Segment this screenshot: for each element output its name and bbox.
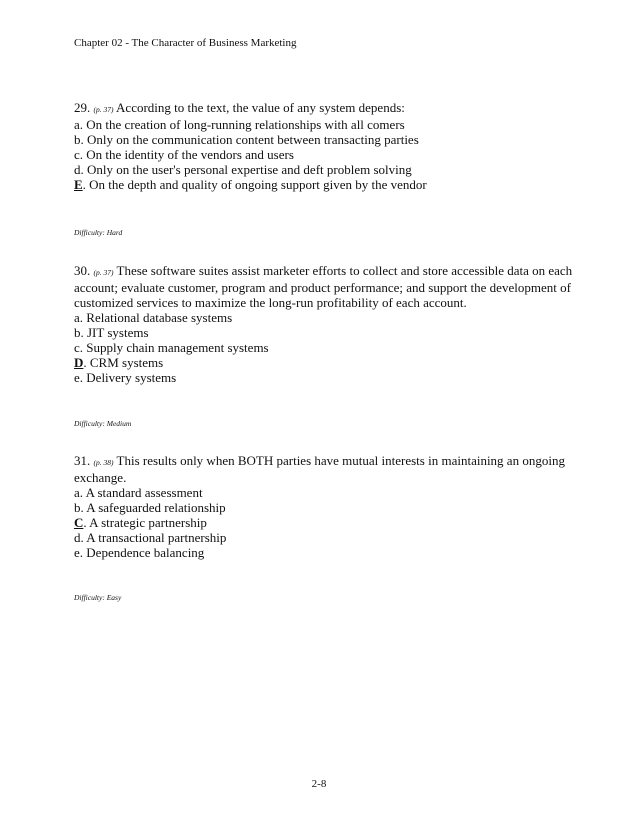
correct-answer-letter: D [74,355,84,370]
question-stem [74,263,574,280]
page-reference: (p. 37) [93,268,114,277]
question-text-line-3: customized services to maximize the long-run profitability of each account. [74,295,467,310]
option-a: a. Relational database systems [74,310,233,325]
option-e-correct: E. On the depth and quality of ongoing support given by the vendor [74,177,427,192]
option-b: b. Only on the communication content between transacting parties [74,132,419,147]
difficulty-label: Difficulty: Easy [74,593,122,602]
page-number: 2-8 [311,778,327,790]
question-text-line-1: These software suites assist marketer efforts to collect and store accessible data on each [116,263,573,278]
difficulty-label: Difficulty: Medium [74,419,132,428]
option-d-correct: D. CRM systems [74,355,164,370]
question-number: 29. [74,100,91,115]
question-stem [74,453,574,470]
option-b: b. A safeguarded relationship [74,500,226,515]
option-d: d. Only on the user's personal expertise and deft problem solving [74,162,412,177]
page-reference: (p. 38) [93,458,114,467]
option-b: b. JIT systems [74,325,149,340]
question-number: 31. [74,453,91,468]
question-30 [74,263,574,385]
question-text: According to the text, the value of any system depends: [116,100,405,115]
difficulty-label: Difficulty: Hard [74,228,123,237]
correct-answer-letter: C [74,515,84,530]
question-31 [74,453,574,560]
page-header: Chapter 02 - The Character of Business Marketing [74,37,297,49]
question-29 [74,100,574,192]
option-e: e. Dependence balancing [74,545,205,560]
option-c: c. Supply chain management systems [74,340,269,355]
question-text-line-2: exchange. [74,470,127,485]
question-text-line-2: account; evaluate customer, program and product performance; and support the development of [74,280,571,295]
question-number: 30. [74,263,91,278]
question-text-line-1: This results only when BOTH parties have mutual interests in maintaining an ongoing [116,453,565,468]
option-a: a. On the creation of long-running relationships with all comers [74,117,405,132]
option-d: d. A transactional partnership [74,530,227,545]
correct-answer-letter: E [74,177,83,192]
option-c-correct: C. A strategic partnership [74,515,207,530]
option-c: c. On the identity of the vendors and users [74,147,294,162]
option-e: e. Delivery systems [74,370,177,385]
page-reference: (p. 37) [93,105,114,114]
question-stem [74,100,574,117]
option-a: a. A standard assessment [74,485,203,500]
